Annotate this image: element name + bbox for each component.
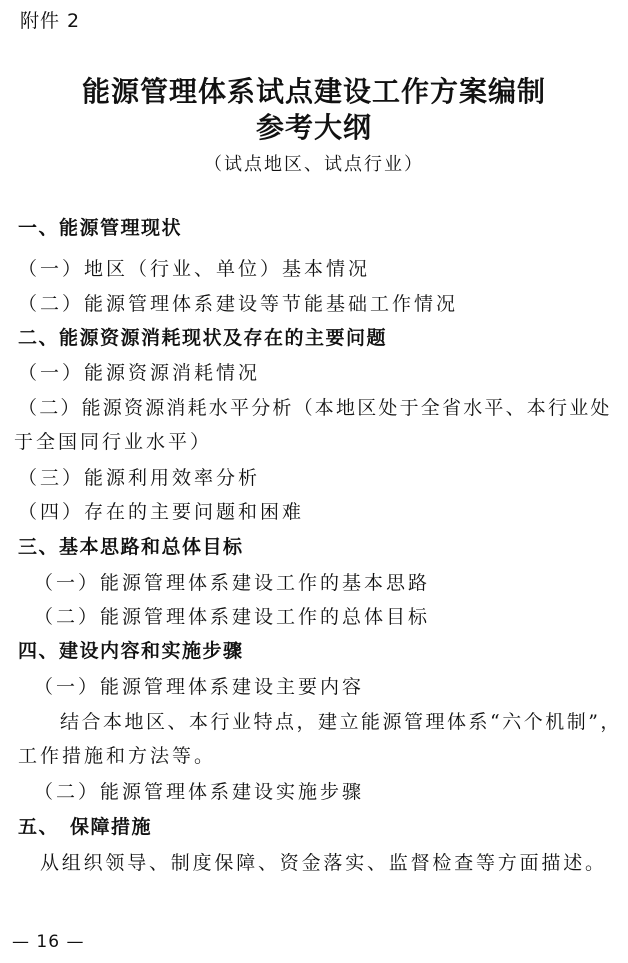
subitem-4-2: （二）能源管理体系建设实施步骤 [34,781,365,803]
document-subtitle: （试点地区、试点行业） [204,154,424,175]
section-heading-1: 一、能源管理现状 [18,217,183,239]
subitem-4-1: （一）能源管理体系建设主要内容 [34,676,365,698]
attachment-label: 附件 2 [20,10,81,32]
subitem-2-4: （四）存在的主要问题和困难 [18,501,305,523]
paragraph-4-1: 结合本地区、本行业特点，建立能源管理体系“六个机制”， [60,711,622,733]
paragraph-4-1-continued: 工作措施和方法等。 [18,745,217,767]
subitem-3-1: （一）能源管理体系建设工作的基本思路 [34,572,431,594]
section-heading-3: 三、基本思路和总体目标 [18,536,244,558]
document-title: 能源管理体系试点建设工作方案编制 [81,75,546,108]
subitem-1-1: （一）地区（行业、单位）基本情况 [18,258,371,280]
section-heading-5: 五、 保障措施 [18,816,153,838]
section-heading-4: 四、建设内容和实施步骤 [18,640,244,662]
section-heading-2: 二、能源资源消耗现状及存在的主要问题 [18,327,388,349]
subitem-3-2: （二）能源管理体系建设工作的总体目标 [34,606,431,628]
subitem-2-2: （二）能源资源消耗水平分析（本地区处于全省水平、本行业处 [18,397,612,419]
page-number: — 16 — [12,932,85,952]
document-title-line2: 参考大纲 [255,111,372,144]
subitem-1-2: （二）能源管理体系建设等节能基础工作情况 [18,293,459,315]
subitem-2-1: （一）能源资源消耗情况 [18,362,261,384]
paragraph-5: 从组织领导、制度保障、资金落实、监督检查等方面描述。 [40,852,607,874]
subitem-2-2-continued: 于全国同行业水平） [14,431,213,453]
subitem-2-3: （三）能源利用效率分析 [18,467,261,489]
